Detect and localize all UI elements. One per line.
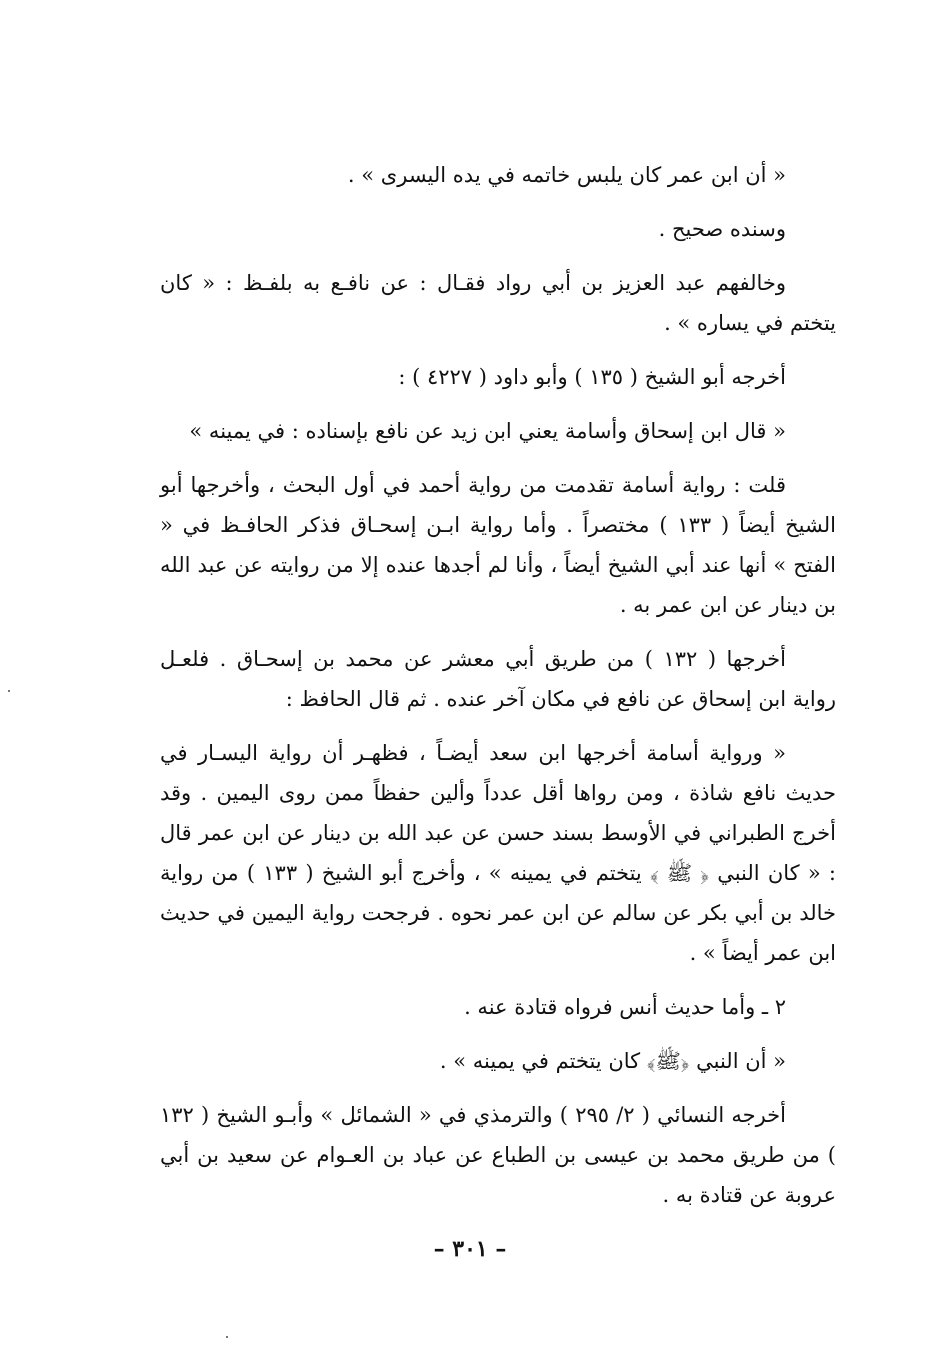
scan-speck bbox=[8, 690, 10, 692]
body-text bbox=[160, 155, 836, 1229]
paragraph: أخرجها ( ١٣٢ ) من طريق أبي معشر عن محمد بن إسحـاق . فلعـل رواية ابن إسحاق عن نافع في مكان آخر عنده . ثم قال الحافظ : bbox=[160, 647, 836, 711]
scan-speck bbox=[226, 1336, 228, 1338]
paragraph: « أن ابن عمر كان يلبس خاتمه في يده اليسرى » . bbox=[347, 163, 786, 187]
paragraph: وسنده صحيح . bbox=[658, 217, 786, 241]
paragraph: وخالفهم عبد العزيز بن أبي رواد فقـال : عن نافـع به بلفـظ : « كان يتختم في يساره » . bbox=[160, 271, 836, 335]
paragraph: « ورواية أسامة أخرجها ابن سعد أيضـاً ، فظهـر أن رواية اليسـار في حديث نافع شاذة ، ومن رواها أقل عدداً وألين حفظاً ممن روى اليمين . وقد أخرج الطبراني في الأوسط بسند حسن عن عبد الله بن دينار عن ابن عمر قال : « كان النبي ﴿ ﷺ ﴾ يتختم في يمينه » ، وأخرج أبو الشيخ ( ١٣٣ ) من رواية خالد بن أبي بكر عن سالم عن ابن عمر نحوه . فرجحت رواية اليمين في حديث ابن عمر أيضاً » . bbox=[160, 741, 836, 965]
paragraph: « قال ابن إسحاق وأسامة يعني ابن زيد عن نافع بإسناده : في يمينه » bbox=[189, 419, 786, 443]
paragraph: « أن النبي ﴿ﷺ﴾ كان يتختم في يمينه » . bbox=[439, 1049, 786, 1073]
paragraph: ٢ ـ وأما حديث أنس فرواه قتادة عنه . bbox=[464, 995, 786, 1019]
page-number: – ٣٠١ – bbox=[433, 1236, 507, 1262]
paragraph: قلت : رواية أسامة تقدمت من رواية أحمد في أول البحث ، وأخرجها أبو الشيخ أيضاً ( ١٣٣ ) مختصراً . وأما رواية ابـن إسحـاق فذكر الحافـظ في « الفتح » أنها عند أبي الشيخ أيضاً ، وأنا لم أجدها عنده إلا من روايته عن عبد الله بن دينار عن ابن عمر به . bbox=[160, 473, 836, 617]
paragraph: أخرجه أبو الشيخ ( ١٣٥ ) وأبو داود ( ٤٢٢٧ ) : bbox=[398, 365, 786, 389]
paragraph: أخرجه النسائي ( ٢/ ٢٩٥ ) والترمذي في « الشمائل » وأبـو الشيخ ( ١٣٢ ) من طريق محمد بن عيسى بن الطباع عن عباد بن العـوام عن سعيد بن أبي عروبة عن قتادة به . bbox=[160, 1103, 836, 1207]
